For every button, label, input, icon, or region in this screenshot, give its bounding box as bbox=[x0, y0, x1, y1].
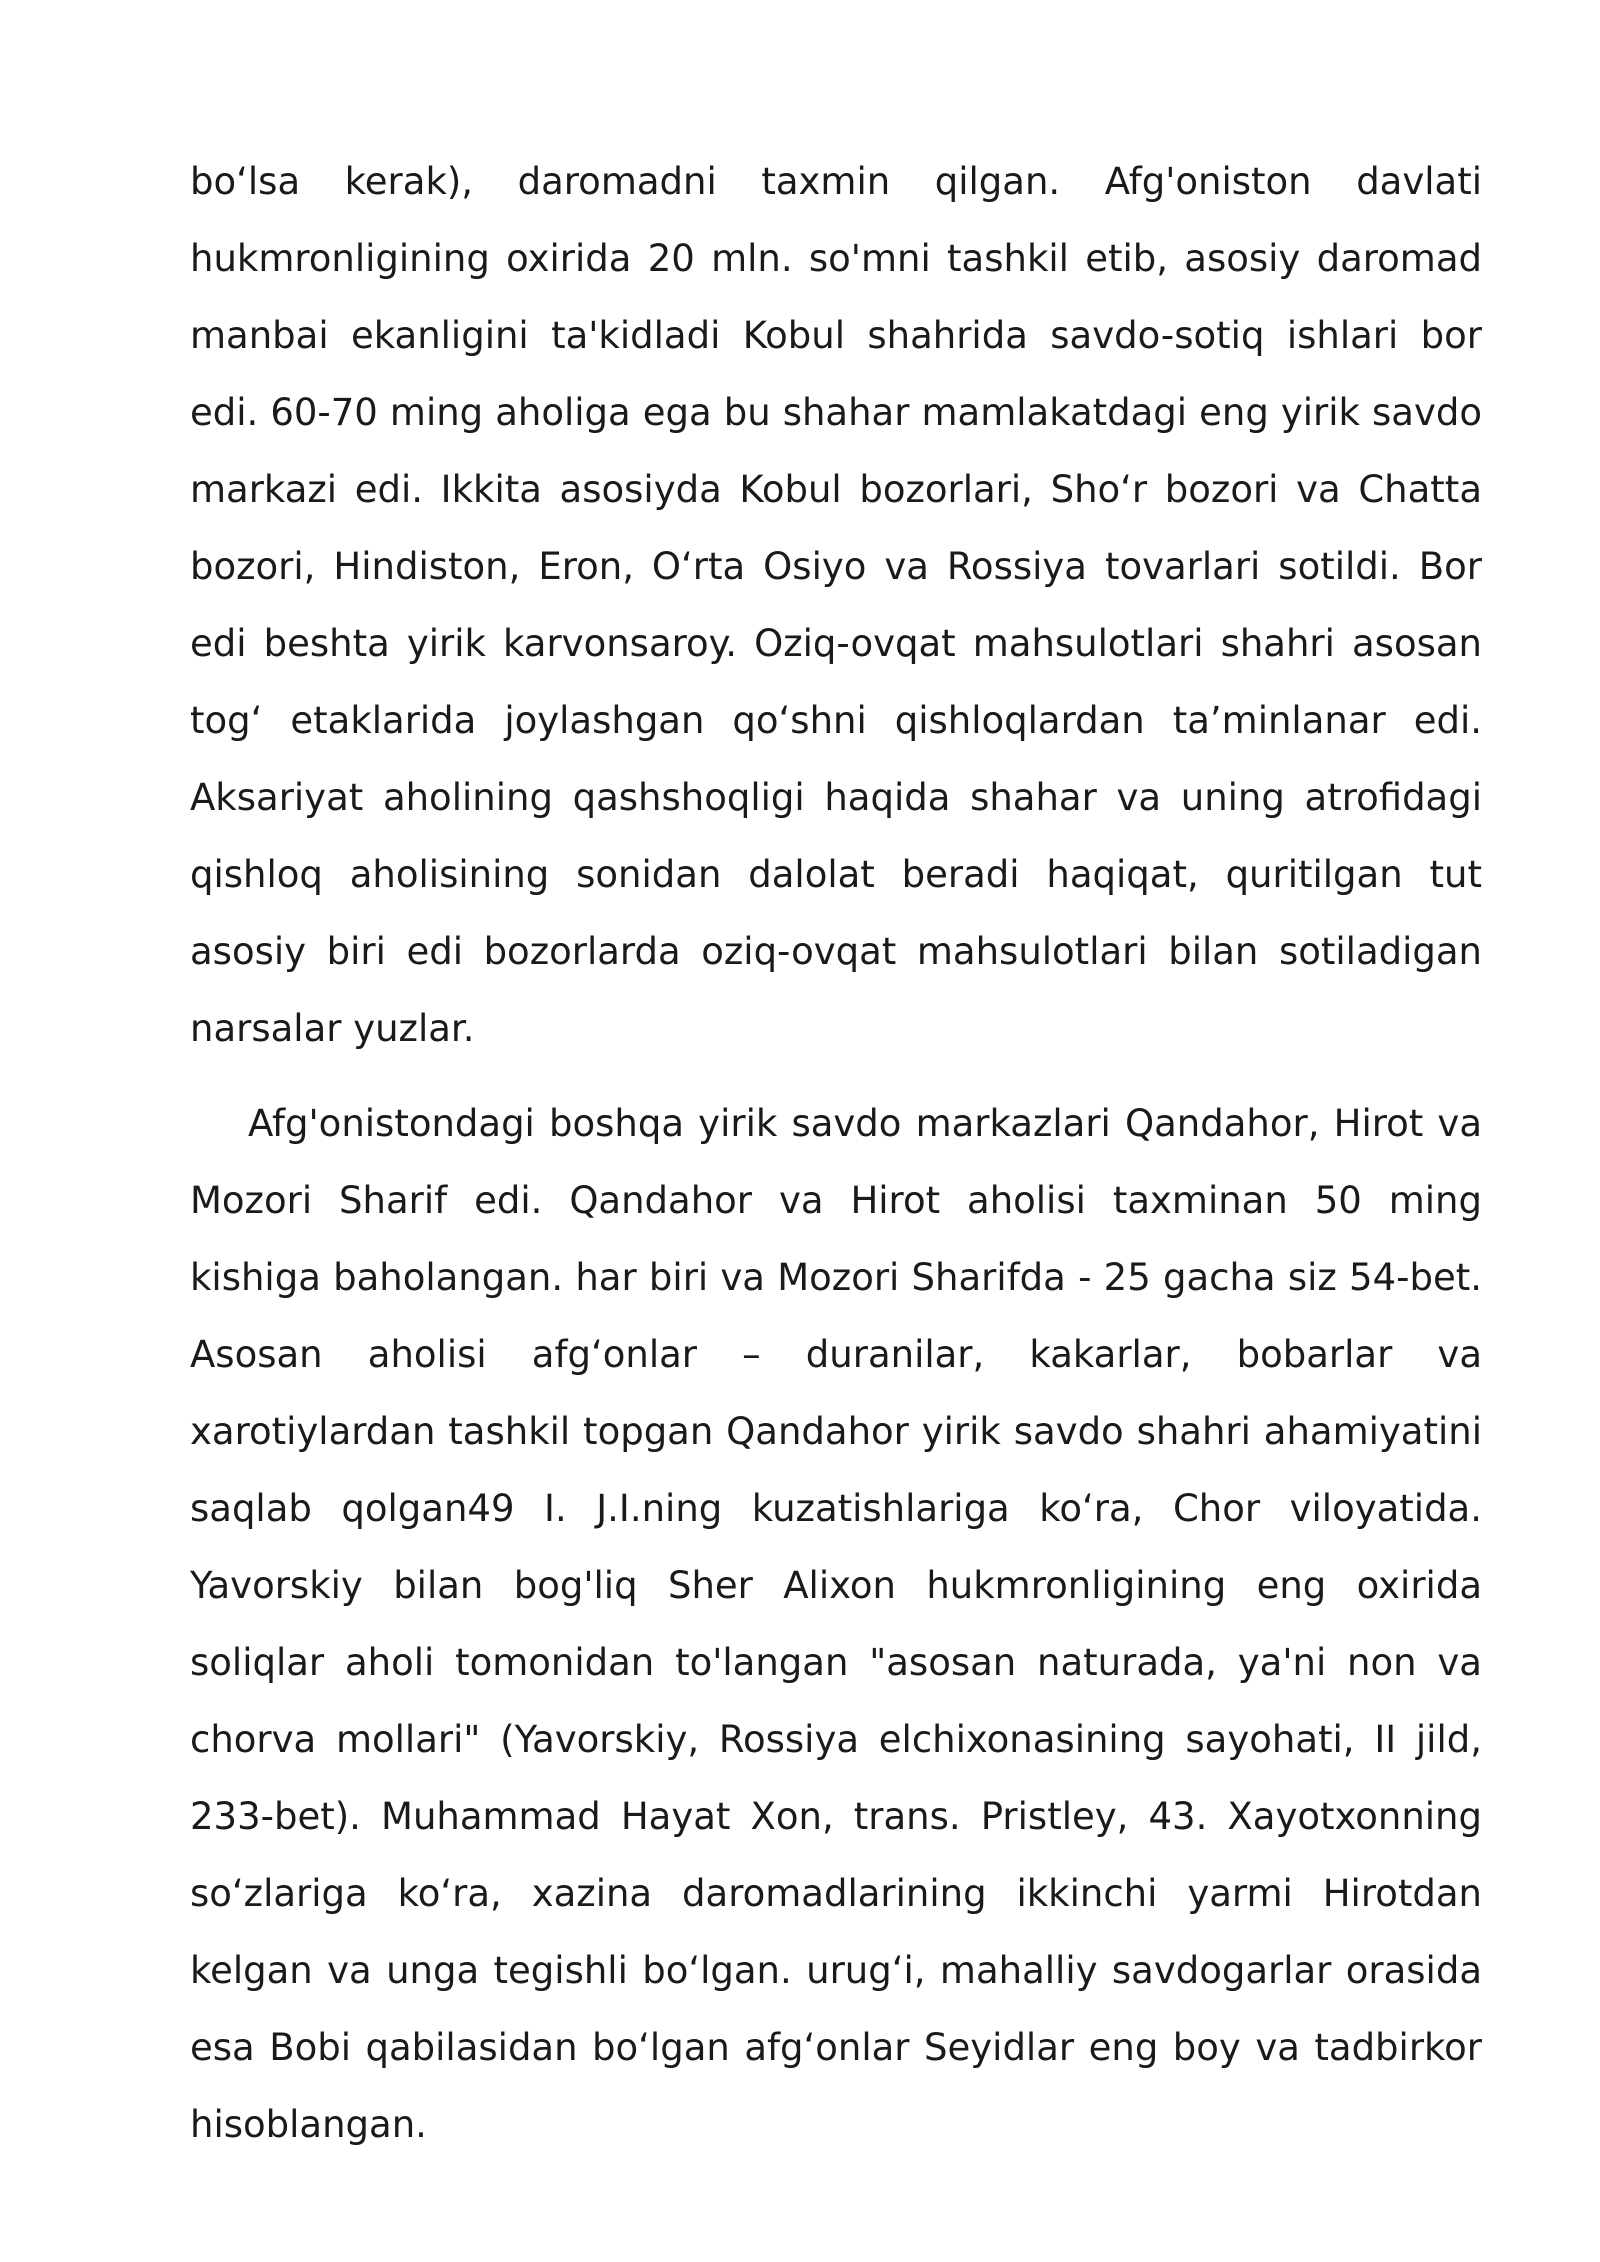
paragraph-2: Afg'onistondagi boshqa yirik savdo markazlari Qandahor, Hirot va Mozori Sharif edi. Qandahor va Hirot aholisi taxminan 50 ming kishiga baholangan. har biri va Mozori Sharifda - 25 gacha siz 54-bet. Asosan aholisi afg‘onlar – duranilar, kakarlar, bobarlar va xarotiylardan tashkil topgan Qandahor yirik savdo shahri ahamiyatini saqlab qolgan49 I. J.I.ning kuzatishlariga ko‘ra, Chor viloyatida. Yavorskiy bilan bog'liq Sher Alixon hukmronligining eng oxirida soliqlar aholi tomonidan to'langan "asosan naturada, ya'ni non va chorva mollari" (Yavorskiy, Rossiya elchixonasining sayohati, II jild, 233-bet). Muhammad Hayat Xon, trans. Pristley, 43. Xayotxonning so‘zlariga ko‘ra, xazina daromadlarining ikkinchi yarmi Hirotdan kelgan va unga tegishli bo‘lgan. urug‘i, mahalliy savdogarlar orasida esa Bobi qabilasidan bo‘lgan afg‘onlar Seyidlar eng boy va tadbirkor hisoblangan. bbox=[190, 1102, 1482, 2146]
paragraph-1: bo‘lsa kerak), daromadni taxmin qilgan. Afg'oniston davlati hukmronligining oxirida 20 mln. so'mni tashkil etib, asosiy daromad manbai ekanligini ta'kidladi Kobul shahrida savdo-sotiq ishlari bor edi. 60-70 ming aholiga ega bu shahar mamlakatdagi eng yirik savdo markazi edi. Ikkita asosiyda Kobul bozorlari, Sho‘r bozori va Chatta bozori, Hindiston, Eron, O‘rta Osiyo va Rossiya tovarlari sotildi. Bor edi beshta yirik karvonsaroy. Oziq-ovqat mahsulotlari shahri asosan tog‘ etaklarida joylashgan qo‘shni qishloqlardan ta’minlanar edi. Aksariyat aholining qashshoqligi haqida shahar va uning atrofidagi qishloq aholisining sonidan dalolat beradi haqiqat, quritilgan tut asosiy biri edi bozorlarda oziq-ovqat mahsulotlari bilan sotiladigan narsalar yuzlar. bbox=[190, 160, 1482, 1050]
body-text bbox=[190, 143, 1482, 2163]
